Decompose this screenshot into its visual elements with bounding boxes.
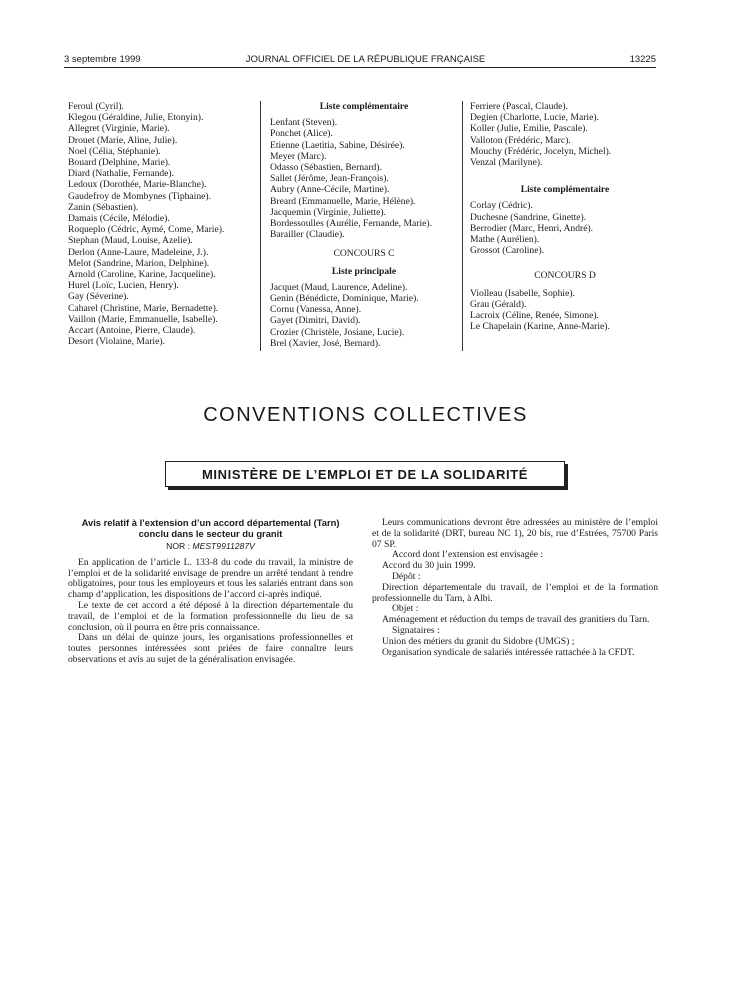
name-entry: Melot (Sandrine, Marion, Delphine). (68, 257, 210, 269)
name-entry: Aubry (Anne-Cécile, Martine). (270, 184, 390, 196)
notice-paragraph: Le texte de cet accord a été déposé à la direction départementale du travail, de l’emploi et de la formation professionnelle du lieu de sa conclusion, où il pourra en être pris connaissance. (68, 599, 353, 633)
signataires-label: Signataires : (392, 624, 440, 636)
name-entry: Bordessoulles (Aurélie, Fernande, Marie). (270, 218, 432, 230)
name-entry: Valloton (Frédéric, Marc). (470, 134, 571, 146)
name-entry: Zanin (Sébastien). (68, 201, 139, 213)
concours-d-heading: CONCOURS D (534, 270, 596, 282)
name-entry: Cornu (Vanessa, Anne). (270, 304, 362, 316)
name-entry: Breard (Emmanuelle, Marie, Hélène). (270, 195, 416, 207)
name-entry: Vaillon (Marie, Emmanuelle, Isabelle). (68, 313, 218, 325)
nor-label: NOR : (166, 541, 191, 551)
name-entry: Gay (Séverine). (68, 291, 129, 303)
section-title: CONVENTIONS COLLECTIVES (203, 404, 528, 426)
name-entry: Noel (Célia, Stéphanie). (68, 145, 161, 157)
name-entry: Grossot (Caroline). (470, 245, 545, 257)
name-entry: Mouchy (Frédéric, Jocelyn, Michel). (470, 145, 612, 157)
signataire-item: Union des métiers du granit du Sidobre (UMGS) ; (382, 635, 575, 647)
name-entry: Jacquemin (Virginie, Juliette). (270, 206, 386, 218)
name-entry: Crozier (Christèle, Josiane, Lucie). (270, 326, 405, 338)
notice-paragraph: Leurs communications devront être adressées au ministère de l’emploi et de la solidarité (DRT, bureau NC 1), 20 bis, rue d’Estrées, 75700 Paris 07 SP. (372, 517, 658, 550)
name-entry: Sallet (Jérôme, Jean-François). (270, 173, 389, 185)
name-entry: Allegret (Virginie, Marie). (68, 123, 170, 135)
name-entry: Lenfant (Steven). (270, 117, 338, 129)
name-entry: Violleau (Isabelle, Sophie). (470, 287, 575, 299)
liste-principale-heading: Liste principale (331, 265, 397, 277)
name-entry: Koller (Julie, Emilie, Pascale). (470, 123, 588, 135)
name-entry: Diard (Nathalie, Fernande). (68, 168, 175, 180)
name-list-col1 (68, 101, 252, 347)
name-entry: Feroul (Cyril). (68, 101, 124, 112)
nor-value: MEST9911287V (192, 541, 255, 551)
column-3 (470, 101, 660, 332)
name-list-col3-concours-d (470, 288, 660, 333)
name-entry: Klegou (Géraldine, Julie, Etonyin). (68, 112, 204, 124)
name-list-col3-complementaire (470, 200, 660, 256)
name-entry: Venzal (Marilyne). (470, 157, 543, 169)
depot-label: Dépôt : (392, 570, 421, 582)
name-entry: Drouet (Marie, Aline, Julie). (68, 134, 178, 146)
header-journal-title: JOURNAL OFFICIEL DE LA RÉPUBLIQUE FRANÇAISE (245, 54, 486, 65)
name-entry: Jacquet (Maud, Laurence, Adeline). (270, 281, 408, 293)
ministry-box (165, 461, 565, 487)
name-entry: Barailler (Claudie). (270, 229, 345, 241)
name-entry: Arnold (Caroline, Karine, Jacqueline). (68, 269, 216, 281)
name-list-col2-complementaire (270, 117, 458, 240)
name-entry: Damais (Cécile, Mélodie). (68, 213, 170, 225)
liste-complementaire-heading: Liste complémentaire (319, 101, 409, 112)
signataire-item: Organisation syndicale de salariés intéressée rattachée à la CFDT. (382, 646, 635, 658)
accord-value: Accord du 30 juin 1999. (382, 560, 476, 572)
name-entry: Etienne (Laetitia, Sabine, Désirée). (270, 139, 405, 151)
name-entry: Berrodier (Marc, Henri, André). (470, 222, 594, 234)
objet-label: Objet : (392, 603, 419, 615)
name-entry: Grau (Gérald). (470, 298, 527, 310)
liste-complementaire-heading: Liste complémentaire (520, 184, 610, 196)
name-entry: Hurel (Loïc, Lucien, Henry). (68, 280, 179, 292)
notice-title-line2: conclu dans le secteur du granit (138, 527, 283, 539)
name-entry: Caharel (Christine, Marie, Bernadette). (68, 302, 219, 314)
name-entry: Le Chapelain (Karine, Anne-Marie). (470, 321, 610, 333)
name-entry: Meyer (Marc). (270, 150, 327, 162)
column-divider (260, 101, 261, 351)
column-divider (462, 101, 463, 351)
name-entry: Odasso (Sébastien, Bernard). (270, 162, 382, 174)
name-entry: Accart (Antoine, Pierre, Claude). (68, 325, 196, 337)
header-date: 3 septembre 1999 (64, 54, 141, 65)
nor-reference (68, 541, 353, 552)
column-1 (68, 101, 252, 347)
name-entry: Lacroix (Céline, Renée, Simone). (470, 310, 599, 322)
notice-paragraph: En application de l’article L. 133-8 du code du travail, la ministre de l’emploi et de la solidarité envisage de prendre un arrêté tendant à rendre obligatoires, pour tous les employeurs et tous les salariés entrant dans son champ d’application, les dispositions de l’accord ci-après indiqué. (68, 556, 353, 601)
objet-value: Aménagement et réduction du temps de travail des granitiers du Tarn. (382, 614, 650, 626)
header-page-number: 13225 (629, 54, 656, 65)
name-entry: Roqueplo (Cédric, Aymé, Come, Marie). (68, 224, 225, 236)
name-entry: Genin (Bénédicte, Dominique, Marie). (270, 293, 419, 305)
depot-value: Direction départementale du travail, de l’emploi et de la formation professionnelle du Tarn, à Albi. (372, 581, 658, 604)
name-entry: Degien (Charlotte, Lucie, Marie). (470, 112, 599, 124)
notice-left-column (68, 518, 353, 666)
notice-title-line1: Avis relatif à l’extension d’un accord départemental (Tarn) (81, 517, 340, 528)
header-rule (64, 67, 656, 68)
name-entry: Gayet (Dimitri, David). (270, 315, 361, 327)
name-entry: Derlon (Anne-Laure, Madeleine, J.). (68, 246, 209, 258)
name-list-col2-principale (270, 282, 458, 349)
name-entry: Gaudefroy de Mombynes (Tiphaine). (68, 190, 211, 202)
name-entry: Ponchet (Alice). (270, 128, 333, 140)
notice-right-column (372, 518, 658, 658)
name-entry: Stephan (Maud, Louise, Azelie). (68, 235, 193, 247)
notice-paragraph: Dans un délai de quinze jours, les organisations professionnelles et toutes personnes intéressées sont priées de faire connaître leurs observations et avis au sujet de la généralisation envisagée. (68, 632, 353, 665)
name-entry: Duchesne (Sandrine, Ginette). (470, 211, 587, 223)
name-list-col3 (470, 101, 660, 168)
name-entry: Bouard (Delphine, Marie). (68, 157, 171, 169)
concours-c-heading: CONCOURS C (333, 248, 395, 260)
column-2 (270, 101, 458, 349)
name-entry: Ferriere (Pascal, Claude). (470, 101, 569, 112)
name-entry: Brel (Xavier, José, Bernard). (270, 337, 381, 349)
name-entry: Mathe (Aurélien). (470, 234, 540, 246)
ministry-title: MINISTÈRE DE L’EMPLOI ET DE LA SOLIDARITÉ (201, 466, 529, 482)
accord-label: Accord dont l’extension est envisagée : (392, 549, 544, 561)
name-entry: Ledoux (Dorothée, Marie-Blanche). (68, 179, 207, 191)
name-entry: Desort (Violaine, Marie). (68, 336, 165, 348)
name-entry: Corlay (Cédric). (470, 200, 533, 212)
